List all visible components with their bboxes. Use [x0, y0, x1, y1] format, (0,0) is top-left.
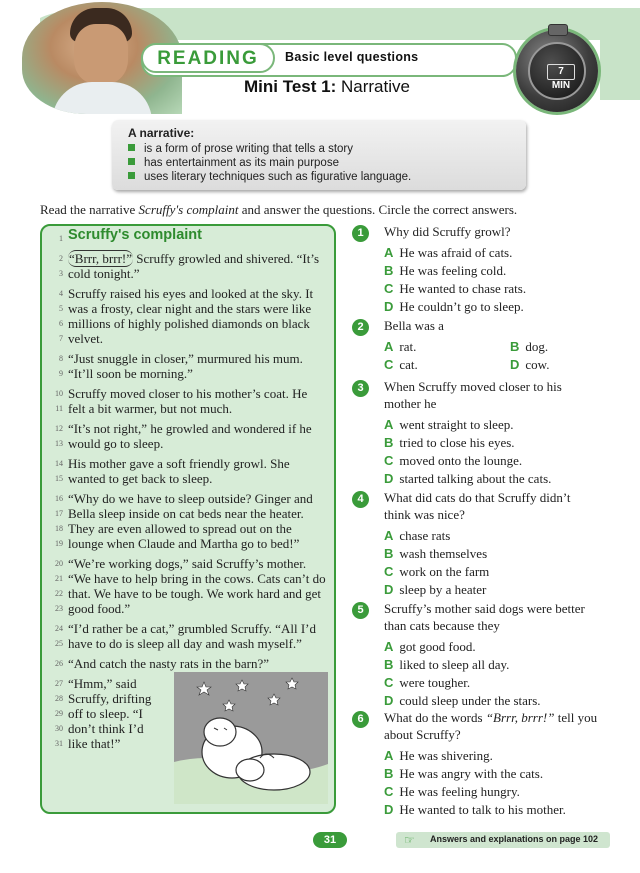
line-number: 8 — [59, 354, 63, 363]
instructions: Read the narrative Scruffy's complaint and answer the questions. Circle the correct answers. — [40, 202, 518, 217]
question-number: 2 — [352, 319, 369, 336]
level-label: Basic level questions — [285, 50, 419, 64]
answer-option[interactable] — [384, 657, 509, 673]
story-line: They are even allowed to spread out on the — [68, 521, 292, 536]
line-number: 21 — [55, 574, 63, 583]
question-text: than cats because they — [384, 618, 500, 633]
option-text: He was afraid of cats. — [399, 245, 513, 260]
option-text: work on the farm — [399, 564, 490, 579]
option-text: sleep by a heater — [399, 582, 487, 597]
line-number: 31 — [55, 739, 63, 748]
definition-item: is a form of prose writing that tells a story — [128, 143, 353, 155]
line-number: 29 — [55, 709, 63, 718]
option-text: He was feeling hungry. — [399, 784, 520, 799]
question-number: 3 — [352, 380, 369, 397]
option-text: went straight to sleep. — [399, 417, 514, 432]
line-number: 12 — [55, 424, 63, 433]
story-title: Scruffy's complaint — [68, 227, 202, 243]
option-text: He was feeling cold. — [399, 263, 507, 278]
question-number: 5 — [352, 602, 369, 619]
line-number: 28 — [55, 694, 63, 703]
option-letter: B — [384, 546, 394, 561]
line-number: 27 — [55, 679, 63, 688]
option-letter: A — [384, 245, 394, 260]
option-text: chase rats — [399, 528, 451, 543]
story-line: off to sleep. “I — [68, 706, 143, 721]
line-number: 19 — [55, 539, 63, 548]
line-number: 1 — [59, 234, 63, 243]
option-text: were tougher. — [399, 675, 471, 690]
option-letter: C — [384, 564, 394, 579]
option-letter: B — [384, 657, 394, 672]
story-line: Scruffy, drifting — [68, 691, 152, 706]
option-letter: A — [384, 528, 394, 543]
option-text: wash themselves — [399, 546, 488, 561]
option-text: He couldn’t go to sleep. — [399, 299, 524, 314]
option-letter: A — [384, 639, 394, 654]
story-line: “Hmm,” said — [68, 676, 137, 691]
option-letter: D — [384, 802, 394, 817]
story-line: Scruffy raised his eyes and looked at the sky. It — [68, 286, 314, 301]
option-text: He wanted to talk to his mother. — [399, 802, 566, 817]
line-number: 22 — [55, 589, 63, 598]
option-text: got good food. — [399, 639, 476, 654]
line-number: 5 — [59, 304, 63, 313]
option-letter: D — [510, 357, 520, 372]
line-number: 18 — [55, 524, 63, 533]
option-text: liked to sleep all day. — [399, 657, 510, 672]
definition-item: has entertainment as its main purpose — [128, 157, 339, 169]
pointing-hand-icon: ☞ — [404, 833, 415, 847]
story-line: “We have to help bring in the cows. Cats can’t do — [68, 571, 326, 586]
question-text: about Scruffy? — [384, 727, 461, 742]
circled-phrase: “Brrr, brrr!” — [69, 251, 132, 266]
option-text: cat. — [399, 357, 418, 372]
bullet-icon — [128, 158, 135, 165]
story-line: wanted to get back to sleep. — [68, 471, 213, 486]
option-letter: C — [384, 675, 394, 690]
option-letter: D — [384, 693, 394, 708]
answer-option[interactable] — [384, 528, 450, 544]
answer-option[interactable] — [384, 582, 486, 598]
line-number: 14 — [55, 459, 63, 468]
option-text: He wanted to chase rats. — [399, 281, 527, 296]
option-letter: A — [384, 417, 394, 432]
story-line: cold tonight.” — [68, 266, 140, 281]
answer-option[interactable] — [384, 784, 520, 800]
line-number: 7 — [59, 334, 63, 343]
line-number: 3 — [59, 269, 63, 278]
option-letter: B — [510, 339, 520, 354]
answer-option[interactable] — [384, 748, 493, 764]
option-letter: B — [384, 435, 394, 450]
test-title — [244, 77, 410, 97]
answer-option[interactable] — [384, 339, 416, 355]
story-line: “Why do we have to sleep outside? Ginger and — [68, 491, 313, 506]
option-letter: D — [384, 582, 394, 597]
option-letter: B — [384, 263, 394, 278]
option-text: dog. — [525, 339, 549, 354]
option-letter: A — [384, 748, 394, 763]
story-line: would go to sleep. — [68, 436, 164, 451]
line-number: 26 — [55, 659, 63, 668]
option-text: He was shivering. — [399, 748, 493, 763]
line-number: 15 — [55, 474, 63, 483]
option-letter: C — [384, 784, 394, 799]
story-line: lounge when Claude and Martha go to bed!” — [68, 536, 300, 551]
answer-option[interactable] — [384, 299, 524, 315]
answer-option[interactable] — [384, 693, 541, 709]
line-number: 4 — [59, 289, 63, 298]
answer-option[interactable] — [384, 675, 470, 691]
line-number: 2 — [59, 254, 63, 263]
answer-option[interactable] — [384, 435, 515, 451]
sleeping-dogs-illustration — [174, 672, 328, 804]
timer-icon — [516, 30, 598, 112]
story-line: good food.” — [68, 601, 131, 616]
option-letter: C — [384, 453, 394, 468]
story-line: “It’ll soon be morning.” — [68, 366, 193, 381]
story-line: have to do is sleep all day and wash myself.” — [68, 636, 302, 651]
answers-reference: Answers and explanations on page 102 — [430, 834, 599, 844]
story-line: felt a bit warmer, but not much. — [68, 401, 233, 416]
line-number: 20 — [55, 559, 63, 568]
story-line: velvet. — [68, 331, 104, 346]
answer-option[interactable] — [384, 546, 487, 562]
answer-option[interactable] — [384, 802, 566, 818]
story-line: don’t think I’d — [68, 721, 144, 736]
option-text: rat. — [399, 339, 417, 354]
question-text: Bella was a — [384, 318, 444, 333]
timer-face — [528, 42, 586, 100]
story-line: Bella sleep inside on cat beds near the heater. — [68, 506, 304, 521]
story-line: “We’re working dogs,” said Scruffy’s mother. — [68, 556, 307, 571]
story-line: His mother gave a soft friendly growl. She — [68, 456, 290, 471]
option-text: He was angry with the cats. — [399, 766, 544, 781]
answer-option[interactable] — [384, 471, 551, 487]
answer-option[interactable] — [384, 281, 526, 297]
line-number: 16 — [55, 494, 63, 503]
line-number: 25 — [55, 639, 63, 648]
story-line: “I’d rather be a cat,” grumbled Scruffy. “All I’d — [68, 621, 316, 636]
test-type: Narrative — [340, 77, 410, 96]
line-number: 23 — [55, 604, 63, 613]
option-text: tried to close his eyes. — [399, 435, 515, 450]
story-line: was a frosty, clear night and the stars were like — [68, 301, 312, 316]
option-letter: A — [384, 339, 394, 354]
page-number: 31 — [313, 832, 347, 848]
question-text: What do the words “Brrr, brrr!” tell you — [384, 710, 598, 725]
answer-option[interactable] — [384, 357, 418, 373]
story-line: Scruffy moved closer to his mother’s coat. He — [68, 386, 308, 401]
line-number: 13 — [55, 439, 63, 448]
answer-option[interactable] — [384, 245, 512, 261]
option-text: started talking about the cats. — [399, 471, 552, 486]
line-number: 17 — [55, 509, 63, 518]
option-text: could sleep under the stars. — [399, 693, 541, 708]
option-letter: C — [384, 281, 394, 296]
bullet-icon — [128, 144, 135, 151]
answer-option[interactable] — [510, 339, 548, 355]
story-line: “Just snuggle in closer,” murmured his mum. — [68, 351, 303, 366]
story-line: millions of highly polished diamonds on black — [68, 316, 310, 331]
question-text: Why did Scruffy growl? — [384, 224, 511, 239]
bullet-icon — [128, 172, 135, 179]
line-number: 6 — [59, 319, 63, 328]
option-letter: D — [384, 471, 394, 486]
answer-option[interactable] — [384, 453, 522, 469]
question-number: 6 — [352, 711, 369, 728]
question-number: 4 — [352, 491, 369, 508]
line-number: 10 — [55, 389, 63, 398]
option-letter: D — [384, 299, 394, 314]
definition-item: uses literary techniques such as figurative language. — [128, 171, 411, 183]
line-number: 9 — [59, 369, 63, 378]
timer-label: 7 MIN — [547, 64, 575, 80]
test-number: Mini Test 1: — [244, 77, 337, 96]
option-text: moved onto the lounge. — [399, 453, 523, 468]
question-text: think was nice? — [384, 507, 465, 522]
story-line: that. We have to be tough. We work hard and get — [68, 586, 322, 601]
answer-option[interactable] — [384, 639, 476, 655]
option-letter: B — [384, 766, 394, 781]
subject-badge: READING — [141, 43, 275, 73]
line-number: 30 — [55, 724, 63, 733]
line-number: 24 — [55, 624, 63, 633]
answer-option[interactable] — [384, 417, 513, 433]
option-letter: C — [384, 357, 394, 372]
definition-title: A narrative: — [128, 126, 195, 140]
story-line: “And catch the nasty rats in the barn?” — [68, 656, 270, 671]
answer-option[interactable] — [384, 766, 543, 782]
answer-option[interactable] — [510, 357, 549, 373]
line-number: 11 — [55, 404, 63, 413]
question-number: 1 — [352, 225, 369, 242]
answer-option[interactable] — [384, 263, 506, 279]
story-line: “Brrr, brrr!” Scruffy growled and shivered. “It’s — [69, 251, 320, 266]
timer-knob — [548, 24, 568, 36]
question-text: Scruffy’s mother said dogs were better — [384, 601, 585, 616]
question-text: What did cats do that Scruffy didn’t — [384, 490, 571, 505]
option-text: cow. — [525, 357, 550, 372]
answer-option[interactable] — [384, 564, 489, 580]
question-text: When Scruffy moved closer to his — [384, 379, 562, 394]
question-text: mother he — [384, 396, 437, 411]
story-line: like that!” — [68, 736, 121, 751]
story-line: “It’s not right,” he growled and wondered if he — [68, 421, 312, 436]
